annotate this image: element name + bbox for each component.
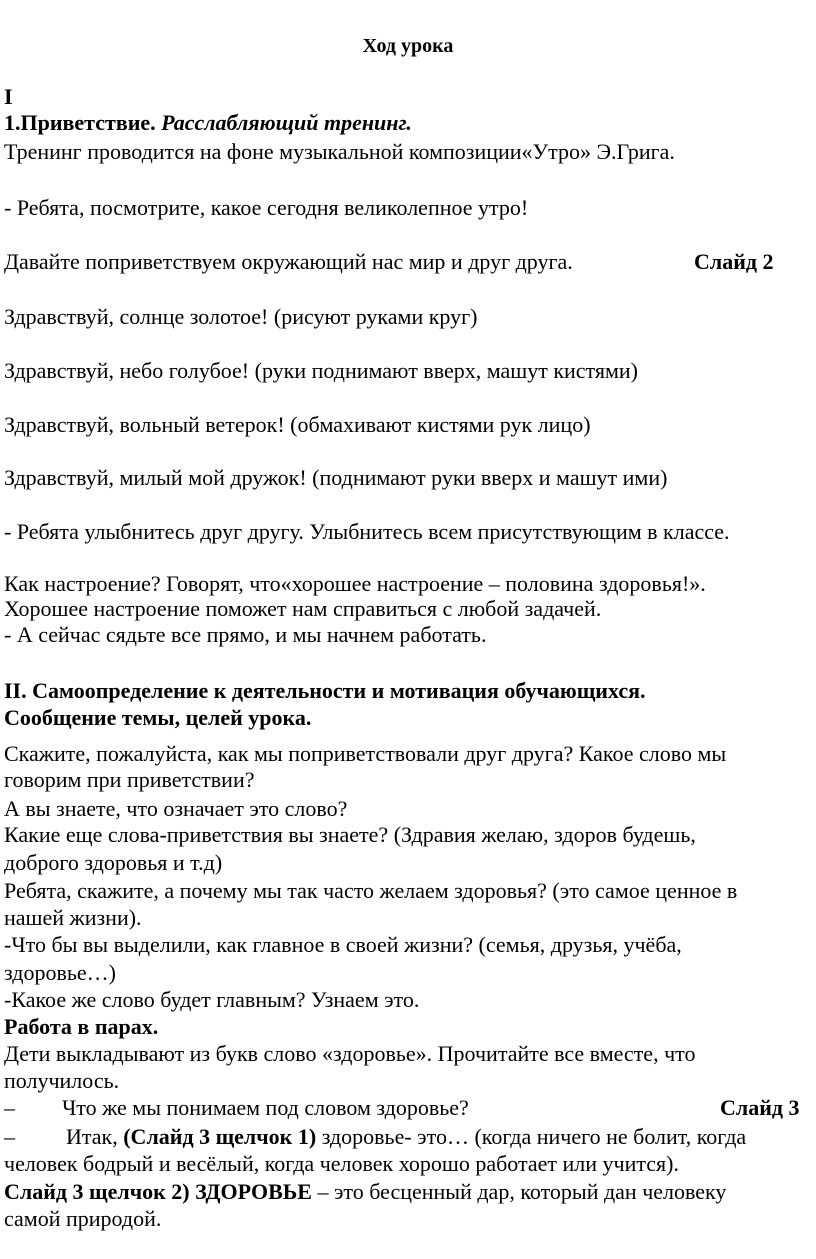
intro-text: Тренинг проводится на фоне музыкальной композиции«Утро» Э.Грига. bbox=[4, 139, 675, 164]
page-title: Ход урока bbox=[362, 35, 454, 57]
so-line bbox=[66, 1124, 746, 1150]
final-rest: – это бесценный дар, который дан человеку bbox=[317, 1179, 727, 1204]
slide-3-label: Слайд 3 bbox=[720, 1095, 800, 1120]
pair-line-1: Дети выкладывают из букв слово «здоровье». Прочитайте все вместе, что bbox=[4, 1041, 696, 1066]
mood-line-2: Хорошее настроение поможет нам справиться с любой задачей. bbox=[4, 596, 602, 621]
body-line-4: Какие еще слова-приветствия вы знаете? (Здравия желаю, здоров будешь, bbox=[4, 822, 696, 847]
slide-2-label: Слайд 2 bbox=[694, 249, 774, 274]
topic-heading: Сообщение темы, целей урока. bbox=[4, 705, 312, 730]
pair-line-2: получилось. bbox=[4, 1068, 120, 1093]
mood-line-1: Как настроение? Говорят, что«хорошее настроение – половина здоровья!». bbox=[4, 571, 706, 596]
greeting-line-2: Здравствуй, небо голубое! (руки поднимают вверх, машут кистями) bbox=[4, 358, 639, 383]
section-heading-1 bbox=[4, 110, 412, 136]
section-numeral-1: I bbox=[4, 84, 13, 109]
so-dash: – bbox=[4, 1124, 15, 1149]
body-line-2: говорим при приветствии? bbox=[4, 767, 255, 792]
so-text: Итак, bbox=[66, 1124, 118, 1149]
final-line bbox=[4, 1179, 726, 1205]
slide-3-click-2: Слайд 3 щелчок 2) ЗДОРОВЬЕ bbox=[4, 1179, 312, 1204]
self-determination-heading: Самоопределение к деятельности и мотивация обучающихся. bbox=[32, 678, 646, 703]
greeting-line-1: Здравствуй, солнце золотое! (рисуют руками круг) bbox=[4, 304, 478, 329]
body-line-1: Скажите, пожалуйста, как мы поприветствовали друг друга? Какое слово мы bbox=[4, 741, 727, 766]
body-line-7: нашей жизни). bbox=[4, 905, 142, 930]
greeting-heading: 1.Приветствие. bbox=[4, 110, 156, 135]
so-line-2: человек бодрый и весёлый, когда человек хорошо работает или учится). bbox=[4, 1151, 679, 1176]
final-line-2: самой природой. bbox=[4, 1206, 162, 1231]
section-heading-2 bbox=[4, 678, 646, 704]
relaxing-training-heading: Расслабляющий тренинг. bbox=[161, 110, 412, 135]
body-line-8: -Что бы вы выделили, как главное в своей жизни? (семья, друзья, учёба, bbox=[4, 932, 682, 957]
section-numeral-2: II. bbox=[4, 678, 27, 703]
so-rest: здоровье- это… (когда ничего не болит, когда bbox=[321, 1124, 747, 1149]
slide-3-click-1: (Слайд 3 щелчок 1) bbox=[123, 1124, 317, 1149]
greeting-line-4: Здравствуй, милый мой дружок! (поднимают руки вверх и машут ими) bbox=[4, 465, 668, 490]
body-line-9: здоровье…) bbox=[4, 960, 116, 985]
body-line-10: -Какое же слово будет главным? Узнаем это. bbox=[4, 987, 420, 1012]
question-dash: – bbox=[4, 1095, 15, 1120]
greeting-line-3: Здравствуй, вольный ветерок! (обмахивают кистями рук лицо) bbox=[4, 412, 591, 437]
body-line-5: доброго здоровья и т.д) bbox=[4, 850, 223, 875]
body-line-6: Ребята, скажите, а почему мы так часто желаем здоровья? (это самое ценное в bbox=[4, 878, 738, 903]
morning-line: - Ребята, посмотрите, какое сегодня великолепное утро! bbox=[4, 195, 529, 220]
mood-line-3: - А сейчас сядьте все прямо, и мы начнем работать. bbox=[4, 622, 487, 647]
greet-line: Давайте поприветствуем окружающий нас мир и друг друга. bbox=[4, 249, 573, 274]
question-line: Что же мы понимаем под словом здоровье? bbox=[62, 1095, 469, 1120]
smile-line: - Ребята улыбнитесь друг другу. Улыбнитесь всем присутствующим в классе. bbox=[4, 519, 730, 544]
body-line-3: А вы знаете, что означает это слово? bbox=[4, 796, 348, 821]
pair-work-heading: Работа в парах. bbox=[4, 1014, 159, 1039]
